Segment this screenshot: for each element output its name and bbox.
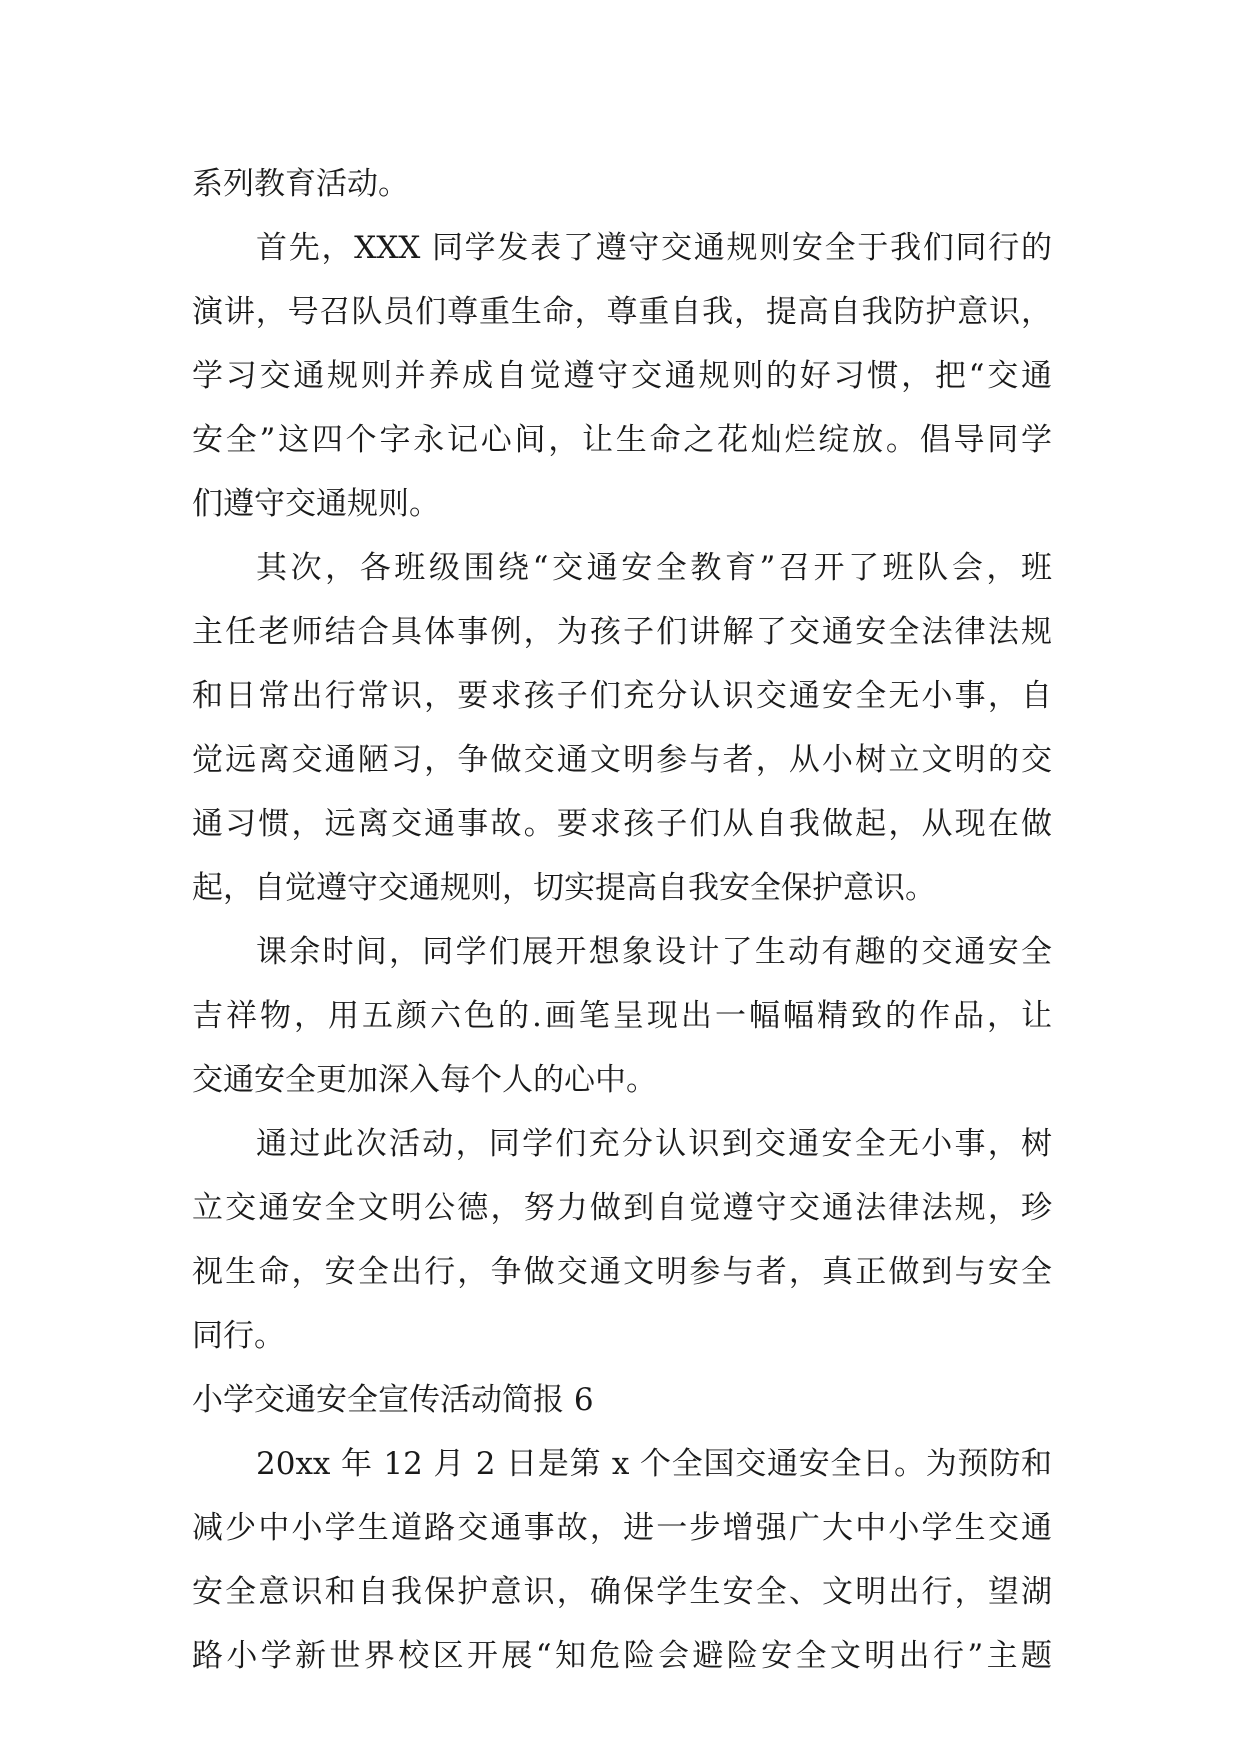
paragraph-line: 演讲，号召队员们尊重生命，尊重自我，提高自我防护意识， (192, 294, 1052, 330)
paragraph-line: 20xx 年 12 月 2 日是第 x 个全国交通安全日。为预防和 (256, 1446, 1052, 1482)
section-heading: 小学交通安全宣传活动简报 6 (192, 1382, 594, 1418)
paragraph-line: 起，自觉遵守交通规则，切实提高自我安全保护意识。 (192, 870, 936, 906)
paragraph-line: 安全”这四个字永记心间，让生命之花灿烂绽放。倡导同学 (192, 422, 1052, 458)
paragraph-line: 和日常出行常识，要求孩子们充分认识交通安全无小事，自 (192, 678, 1052, 714)
paragraph-line: 觉远离交通陋习，争做交通文明参与者，从小树立文明的交 (192, 742, 1052, 778)
paragraph-line: 系列教育活动。 (192, 166, 409, 202)
paragraph-line: 路小学新世界校区开展“知危险会避险安全文明出行”主题 (192, 1638, 1052, 1674)
paragraph-line: 学习交通规则并养成自觉遵守交通规则的好习惯，把“交通 (192, 358, 1052, 394)
paragraph-line: 们遵守交通规则。 (192, 486, 440, 522)
paragraph-line: 同行。 (192, 1318, 285, 1354)
paragraph-line: 通习惯，远离交通事故。要求孩子们从自我做起，从现在做 (192, 806, 1052, 842)
paragraph-line: 视生命，安全出行，争做交通文明参与者，真正做到与安全 (192, 1254, 1052, 1290)
paragraph-line: 立交通安全文明公德，努力做到自觉遵守交通法律法规，珍 (192, 1190, 1052, 1226)
paragraph-line: 首先，XXX 同学发表了遵守交通规则安全于我们同行的 (256, 230, 1052, 266)
paragraph-line: 交通安全更加深入每个人的心中。 (192, 1062, 657, 1098)
paragraph-line: 课余时间，同学们展开想象设计了生动有趣的交通安全 (256, 934, 1052, 970)
paragraph-line: 安全意识和自我保护意识，确保学生安全、文明出行，望湖 (192, 1574, 1052, 1610)
paragraph-line: 主任老师结合具体事例，为孩子们讲解了交通安全法律法规 (192, 614, 1052, 650)
paragraph-line: 通过此次活动，同学们充分认识到交通安全无小事，树 (256, 1126, 1052, 1162)
paragraph-line: 吉祥物，用五颜六色的.画笔呈现出一幅幅精致的作品，让 (192, 998, 1052, 1034)
paragraph-line: 其次，各班级围绕“交通安全教育”召开了班队会，班 (256, 550, 1052, 586)
paragraph-line: 减少中小学生道路交通事故，进一步增强广大中小学生交通 (192, 1510, 1052, 1546)
